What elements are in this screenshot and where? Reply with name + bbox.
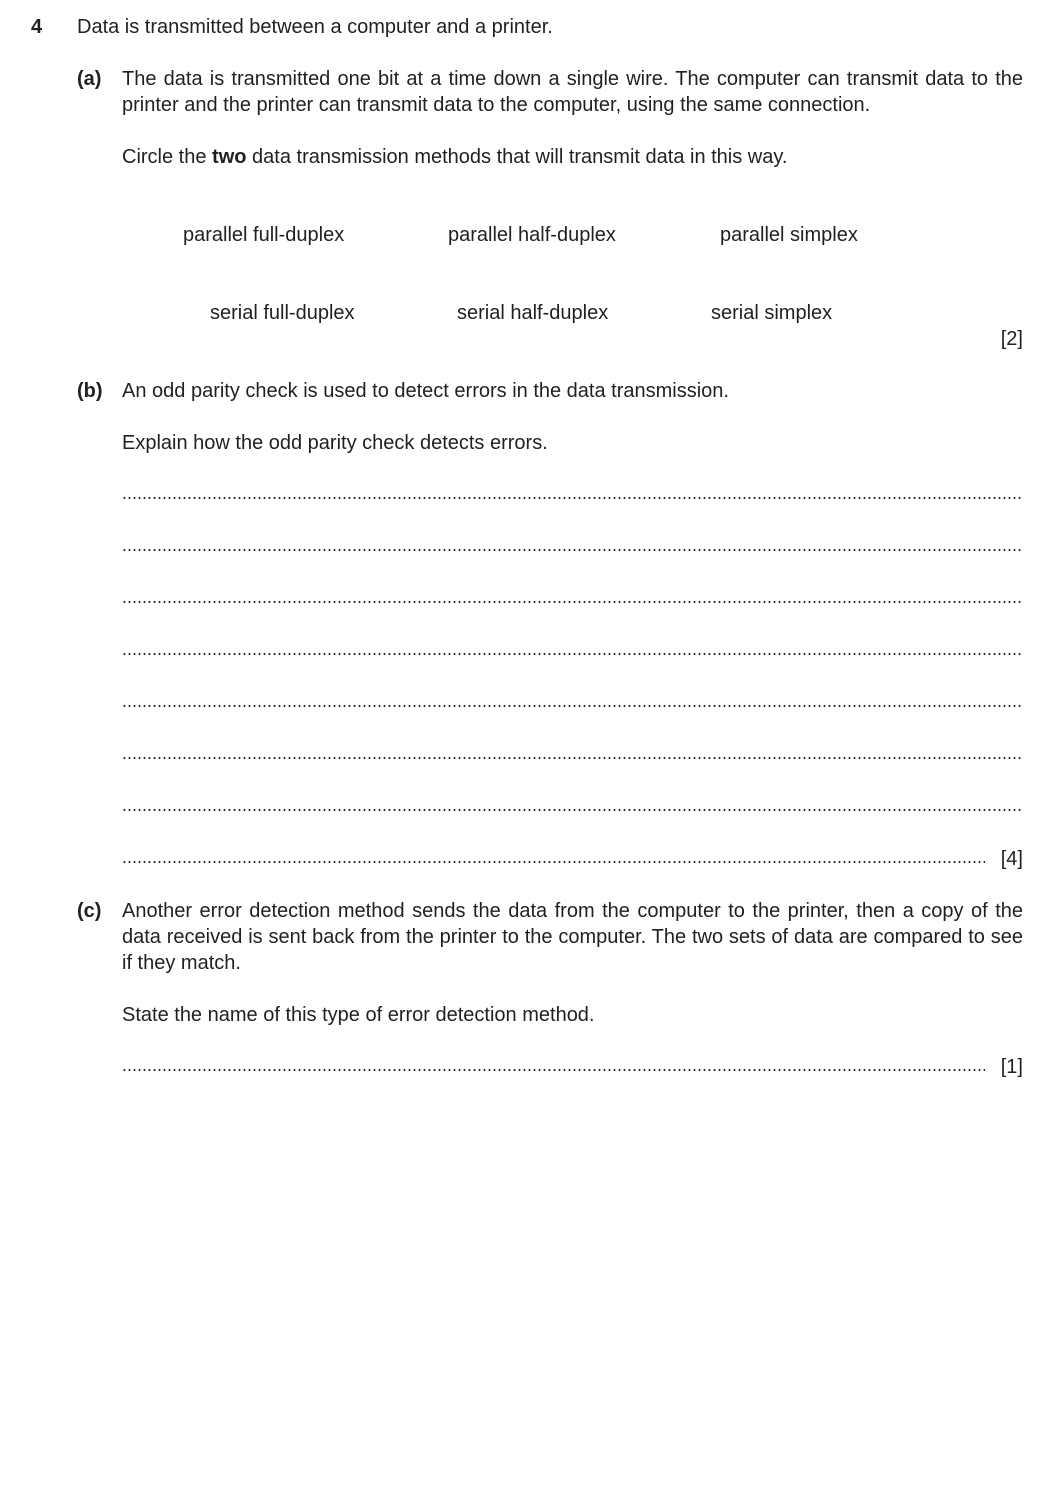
part-c-text: Another error detection method sends the data from the computer to the printer, then a copy of the data received is sent back from the printer to the computer. The two sets of data are compared to see if they match. xyxy=(122,900,1023,974)
option-parallel-half-duplex[interactable]: parallel half-duplex xyxy=(448,224,616,246)
option-parallel-full-duplex[interactable]: parallel full-duplex xyxy=(183,224,345,246)
part-a-label: (a) xyxy=(77,68,102,90)
answer-line[interactable] xyxy=(122,1068,985,1072)
answer-line[interactable] xyxy=(122,652,1023,656)
answer-line[interactable] xyxy=(122,756,1023,760)
part-b-label: (b) xyxy=(77,380,103,402)
question-number: 4 xyxy=(31,16,43,38)
answer-line[interactable] xyxy=(122,808,1023,812)
answer-line[interactable] xyxy=(122,860,985,864)
part-b-instruction: Explain how the odd parity check detects errors. xyxy=(122,432,548,454)
part-c-label: (c) xyxy=(77,900,102,922)
answer-line[interactable] xyxy=(122,704,1023,708)
part-a-instruction xyxy=(122,146,787,169)
answer-line[interactable] xyxy=(122,548,1023,552)
part-b-marks: [4] xyxy=(1000,848,1023,870)
part-b-text: An odd parity check is used to detect errors in the data transmission. xyxy=(122,380,729,402)
option-parallel-simplex[interactable]: parallel simplex xyxy=(720,224,858,246)
part-a-text: The data is transmitted one bit at a time down a single wire. The computer can transmit data to the printer and the printer can transmit data to the computer, using the same connection. xyxy=(122,68,1023,116)
part-c-marks: [1] xyxy=(1000,1056,1023,1078)
instruction-pre: Circle the xyxy=(122,146,213,168)
answer-line[interactable] xyxy=(122,496,1023,500)
option-serial-full-duplex[interactable]: serial full-duplex xyxy=(210,302,355,324)
part-c-instruction: State the name of this type of error detection method. xyxy=(122,1004,595,1026)
option-serial-half-duplex[interactable]: serial half-duplex xyxy=(457,302,609,324)
question-stem: Data is transmitted between a computer and a printer. xyxy=(77,16,553,38)
part-a-marks: [2] xyxy=(1000,328,1023,350)
option-serial-simplex[interactable]: serial simplex xyxy=(711,302,833,324)
instruction-post: data transmission methods that will transmit data in this way. xyxy=(246,146,788,168)
answer-line[interactable] xyxy=(122,600,1023,604)
instruction-bold: two xyxy=(212,146,247,168)
